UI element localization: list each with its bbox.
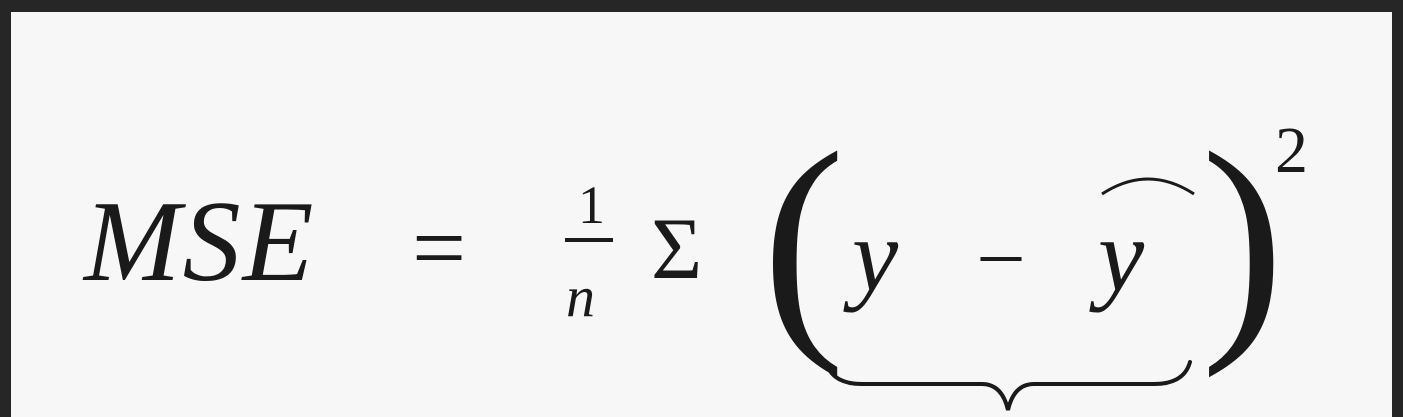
predicted-value-y-hat: y [1098, 198, 1145, 313]
minus-sign: – [981, 208, 1021, 296]
fraction-bar [565, 238, 613, 242]
open-parenthesis: ( [762, 102, 846, 379]
actual-value-y: y [852, 198, 899, 313]
hat-accent-icon [1100, 168, 1196, 198]
summation-symbol: Σ [651, 201, 703, 298]
mse-label: MSE [84, 178, 316, 306]
equals-sign: = [412, 194, 467, 301]
fraction-denominator: n [566, 264, 595, 329]
underbrace-icon [822, 358, 1194, 417]
fraction-numerator: 1 [578, 175, 605, 235]
close-parenthesis: ) [1201, 102, 1285, 379]
exponent: 2 [1275, 114, 1308, 187]
